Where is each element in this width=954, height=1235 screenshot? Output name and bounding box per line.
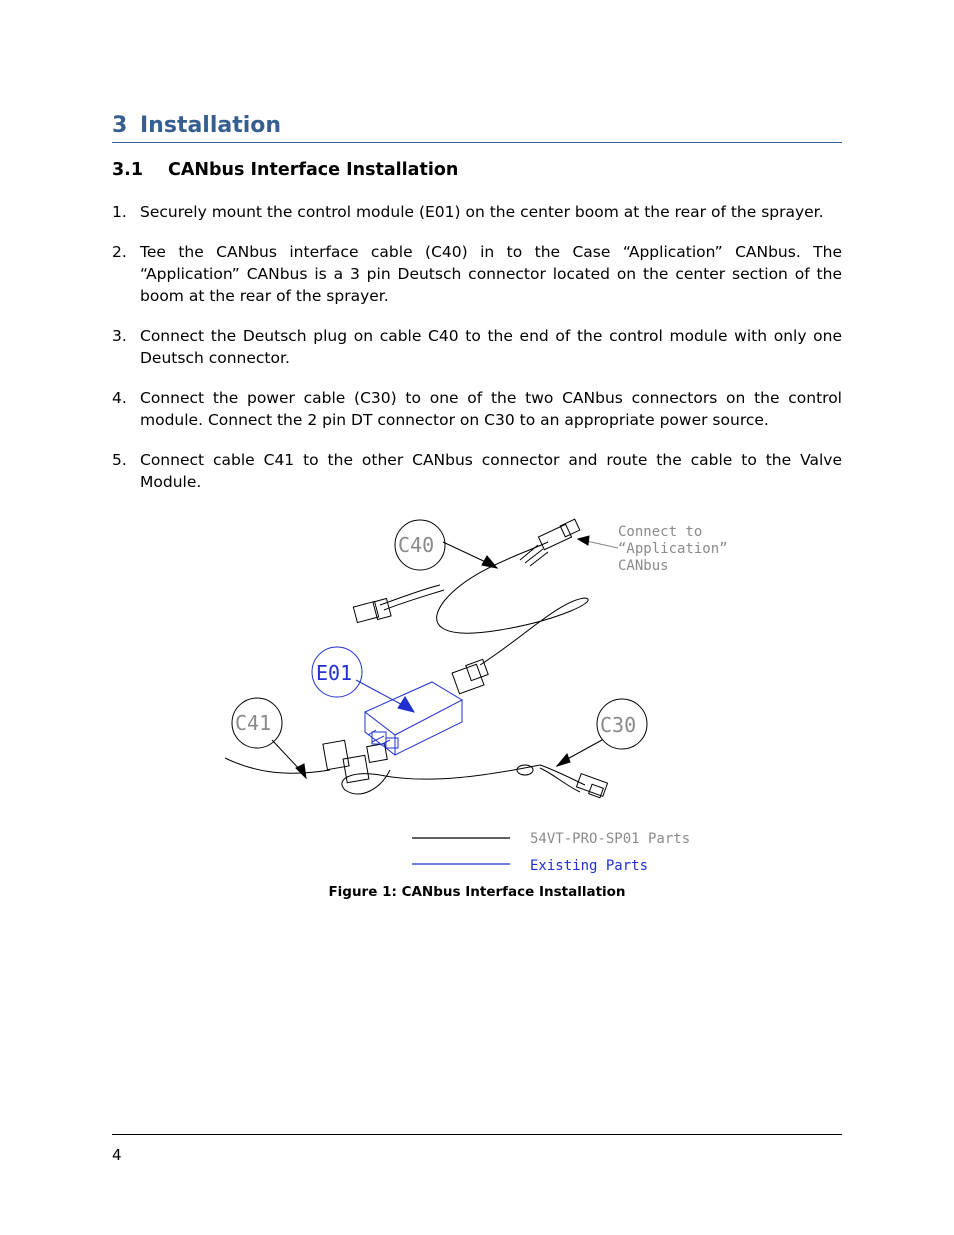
- step-text: Connect the power cable (C30) to one of the two CANbus connectors on the control module. Connect the 2 pin DT connector on C30 to an appropriate power source.: [140, 389, 842, 429]
- callout-line-3: CANbus: [618, 558, 669, 574]
- subsection-title: CANbus Interface Installation: [168, 160, 459, 180]
- step-text: Securely mount the control module (E01) on the center boom at the rear of the sprayer.: [140, 203, 824, 221]
- step-item: [112, 241, 842, 307]
- legend-label-existing: Existing Parts: [530, 858, 649, 874]
- c40-cable: [437, 542, 589, 665]
- c41-label: C41: [235, 711, 272, 735]
- step-item: [112, 325, 842, 369]
- step-number: 3.: [112, 327, 127, 345]
- subsection-heading: [112, 157, 458, 183]
- callout-line-2: “Application”: [618, 541, 728, 557]
- step-number: 4.: [112, 389, 127, 407]
- subsection-number: 3.1: [112, 160, 144, 180]
- step-text: Connect cable C41 to the other CANbus connector and route the cable to the Valve Module.: [140, 451, 842, 491]
- step-item: [112, 201, 842, 223]
- c41-connectors: [323, 740, 387, 782]
- section-title: Installation: [140, 113, 282, 138]
- legend-label-new: 54VT-PRO-SP01 Parts: [530, 831, 691, 847]
- page-number: 4: [112, 1146, 122, 1164]
- c40-label: C40: [398, 533, 435, 557]
- step-item: [112, 449, 842, 493]
- callout-line-1: Connect to: [618, 524, 703, 540]
- diagram-legend: [412, 831, 690, 874]
- step-number: 1.: [112, 203, 127, 221]
- section-number: 3: [112, 113, 128, 138]
- c40-plug: [353, 598, 391, 622]
- e01-label: E01: [316, 661, 353, 685]
- step-text: Connect the Deutsch plug on cable C40 to the end of the control module with only one Deutsch connector.: [140, 327, 842, 367]
- c30-label: C30: [600, 713, 637, 737]
- installation-diagram: [200, 505, 760, 880]
- figure-caption: Figure 1: CANbus Interface Installation: [328, 884, 626, 900]
- module-end-connector: [452, 659, 488, 693]
- c30-cable: [342, 765, 540, 794]
- step-item: [112, 387, 842, 431]
- c41-cable: [225, 758, 330, 773]
- c30-dt-connector: [576, 774, 607, 798]
- c40-tee-connector: [520, 519, 580, 566]
- step-number: 2.: [112, 243, 127, 261]
- installation-steps: [112, 201, 842, 511]
- footer-divider: [112, 1134, 842, 1135]
- step-text: Tee the CANbus interface cable (C40) in to the Case “Application” CANbus. The “Application” CANbus is a 3 pin Deutsch connector located on the center section of the boom at the rear of the sprayer.: [140, 243, 842, 305]
- step-number: 5.: [112, 451, 127, 469]
- section-heading: [112, 112, 842, 143]
